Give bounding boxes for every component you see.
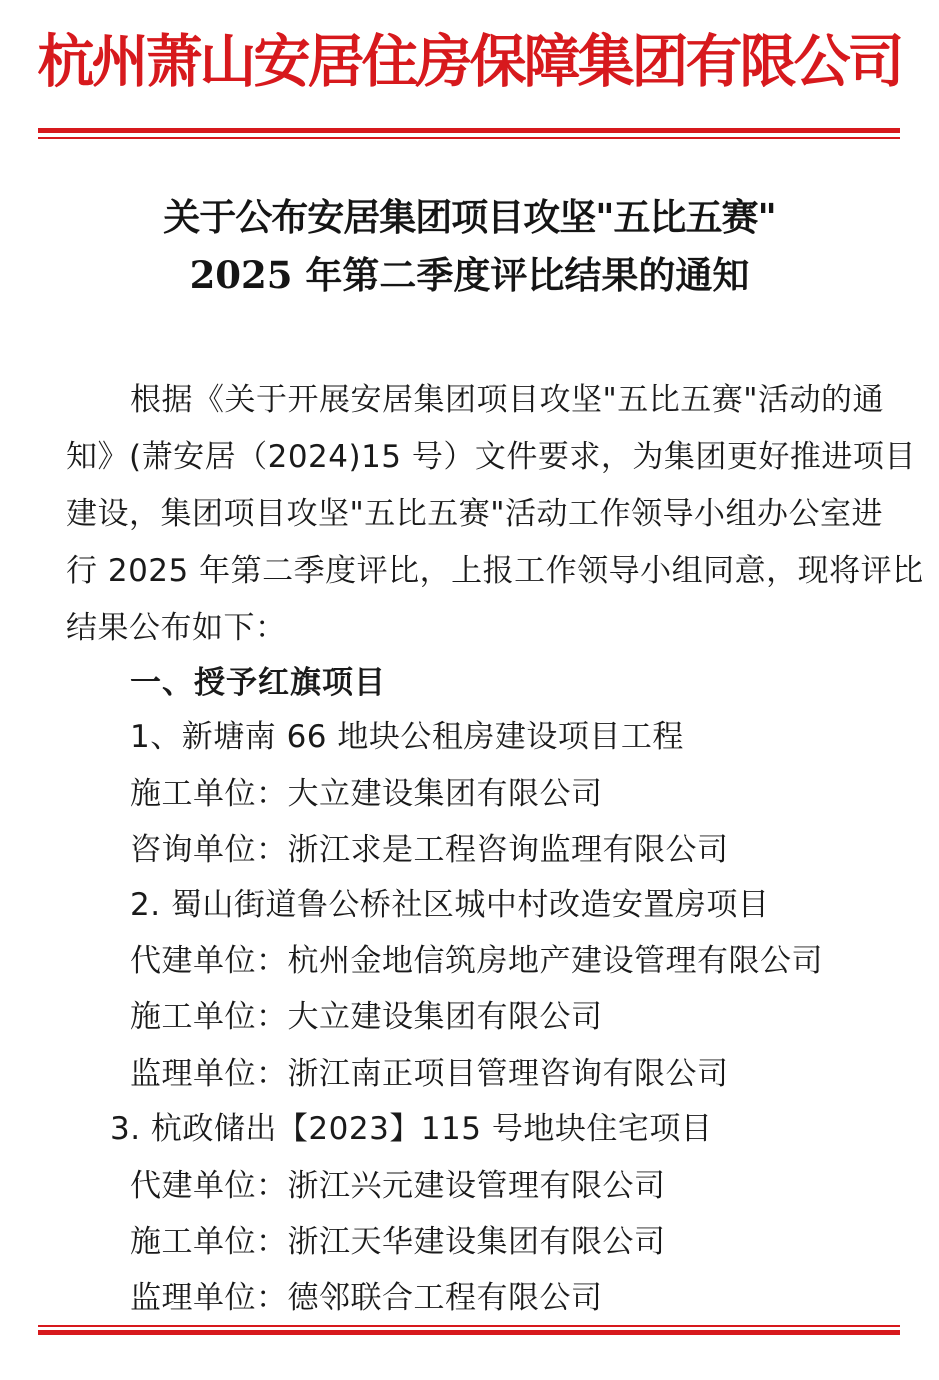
intro-line: 行 2025 年第二季度评比，上报工作领导小组同意，现将评比 [66, 553, 924, 589]
letterhead-org-name: 杭州萧山安居住房保障集团有限公司 [37, 28, 902, 95]
intro-line: 知》(萧安居（2024)15 号）文件要求，为集团更好推进项目 [66, 439, 916, 475]
footer-rule-thin [38, 1325, 900, 1327]
footer-rule-thick [38, 1330, 900, 1335]
project-title: 1、新塘南 66 地块公租房建设项目工程 [130, 719, 684, 755]
project-unit: 代建单位：浙江兴元建设管理有限公司 [130, 1168, 666, 1204]
letterhead-rule-thick [38, 128, 900, 133]
letterhead-rule-thin [38, 137, 900, 139]
project-unit: 监理单位：德邻联合工程有限公司 [130, 1280, 603, 1316]
project-unit: 施工单位：浙江天华建设集团有限公司 [130, 1224, 666, 1260]
project-unit: 施工单位：大立建设集团有限公司 [130, 776, 603, 812]
project-title: 3. 杭政储出【2023】115 号地块住宅项目 [110, 1111, 713, 1147]
document-title-line-1: 关于公布安居集团项目攻坚"五比五赛" [163, 195, 776, 239]
project-unit: 监理单位：浙江南正项目管理咨询有限公司 [130, 1056, 729, 1092]
project-unit: 代建单位：杭州金地信筑房地产建设管理有限公司 [130, 943, 823, 979]
document-title-line-2: 2025 年第二季度评比结果的通知 [189, 253, 750, 297]
intro-line: 结果公布如下： [66, 610, 287, 646]
project-unit: 咨询单位：浙江求是工程咨询监理有限公司 [130, 832, 729, 868]
intro-line: 根据《关于开展安居集团项目攻坚"五比五赛"活动的通 [130, 382, 885, 418]
section-heading-red-flag: 一、授予红旗项目 [130, 665, 386, 701]
project-unit: 施工单位：大立建设集团有限公司 [130, 999, 603, 1035]
project-title: 2. 蜀山街道鲁公桥社区城中村改造安置房项目 [130, 887, 770, 923]
intro-line: 建设，集团项目攻坚"五比五赛"活动工作领导小组办公室进 [66, 496, 884, 532]
